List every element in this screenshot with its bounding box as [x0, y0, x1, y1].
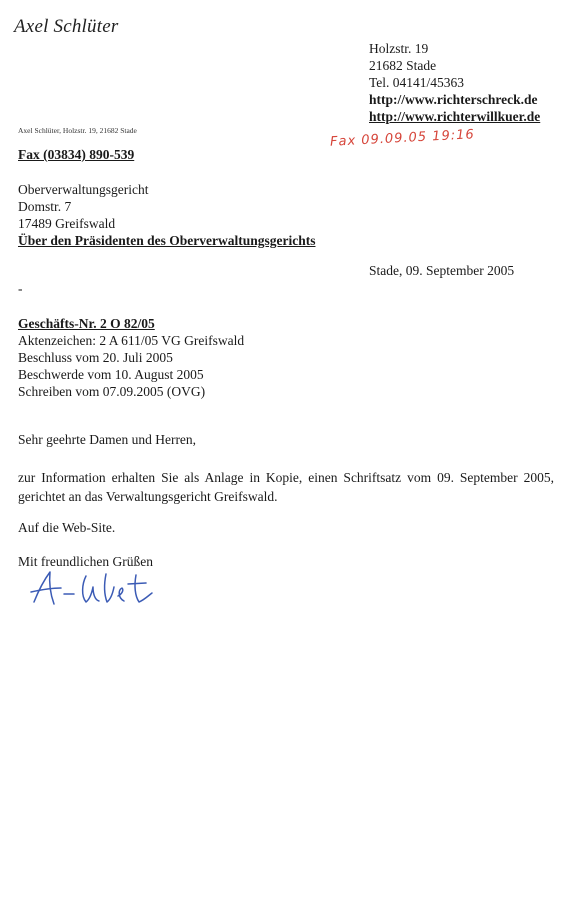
sender-city: 21682 Stade — [369, 58, 437, 73]
sender-website-1: http://www.richterschreck.de — [369, 92, 538, 107]
reference-line: Beschluss vom 20. Juli 2005 — [18, 350, 173, 365]
sender-website-2: http://www.richterwillkuer.de — [369, 109, 541, 124]
sender-name: Axel Schlüter — [14, 16, 119, 37]
sender-address-block — [369, 40, 540, 125]
return-address: Axel Schlüter, Holzstr. 19, 21682 Stade — [18, 126, 137, 135]
reference-line: Beschwerde vom 10. August 2005 — [18, 367, 204, 382]
sender-street: Holzstr. 19 — [369, 41, 429, 56]
recipient-line: Domstr. 7 — [18, 199, 72, 214]
recipient-line: Oberverwaltungsgericht — [18, 182, 149, 197]
sender-phone: Tel. 04141/45363 — [369, 75, 465, 90]
recipient-address-block — [18, 181, 315, 249]
fax-handwritten-note: Fax 09.09.05 19:16 — [329, 127, 476, 150]
handwritten-signature — [28, 566, 168, 610]
web-note: Auf die Web-Site. — [18, 520, 116, 535]
case-number: Geschäfts-Nr. 2 O 82/05 — [18, 316, 155, 331]
dash-mark: - — [18, 281, 23, 296]
salutation: Sehr geehrte Damen und Herren, — [18, 432, 197, 447]
fax-number: Fax (03834) 890-539 — [18, 147, 135, 162]
recipient-via: Über den Präsidenten des Oberverwaltungsgerichts — [18, 233, 316, 248]
reference-line: Schreiben vom 07.09.2005 (OVG) — [18, 384, 206, 399]
reference-line: Aktenzeichen: 2 A 611/05 VG Greifswald — [18, 333, 245, 348]
closing-phrase: Mit freundlichen Grüßen — [18, 554, 153, 569]
letter-date: Stade, 09. September 2005 — [369, 263, 515, 278]
reference-block — [18, 315, 244, 400]
body-paragraph: zur Information erhalten Sie als Anlage in Kopie, einen Schriftsatz vom 09. September 2005, gerichtet an das Verwaltungsgericht Greifswald. — [18, 470, 554, 504]
recipient-line: 17489 Greifswald — [18, 216, 116, 231]
